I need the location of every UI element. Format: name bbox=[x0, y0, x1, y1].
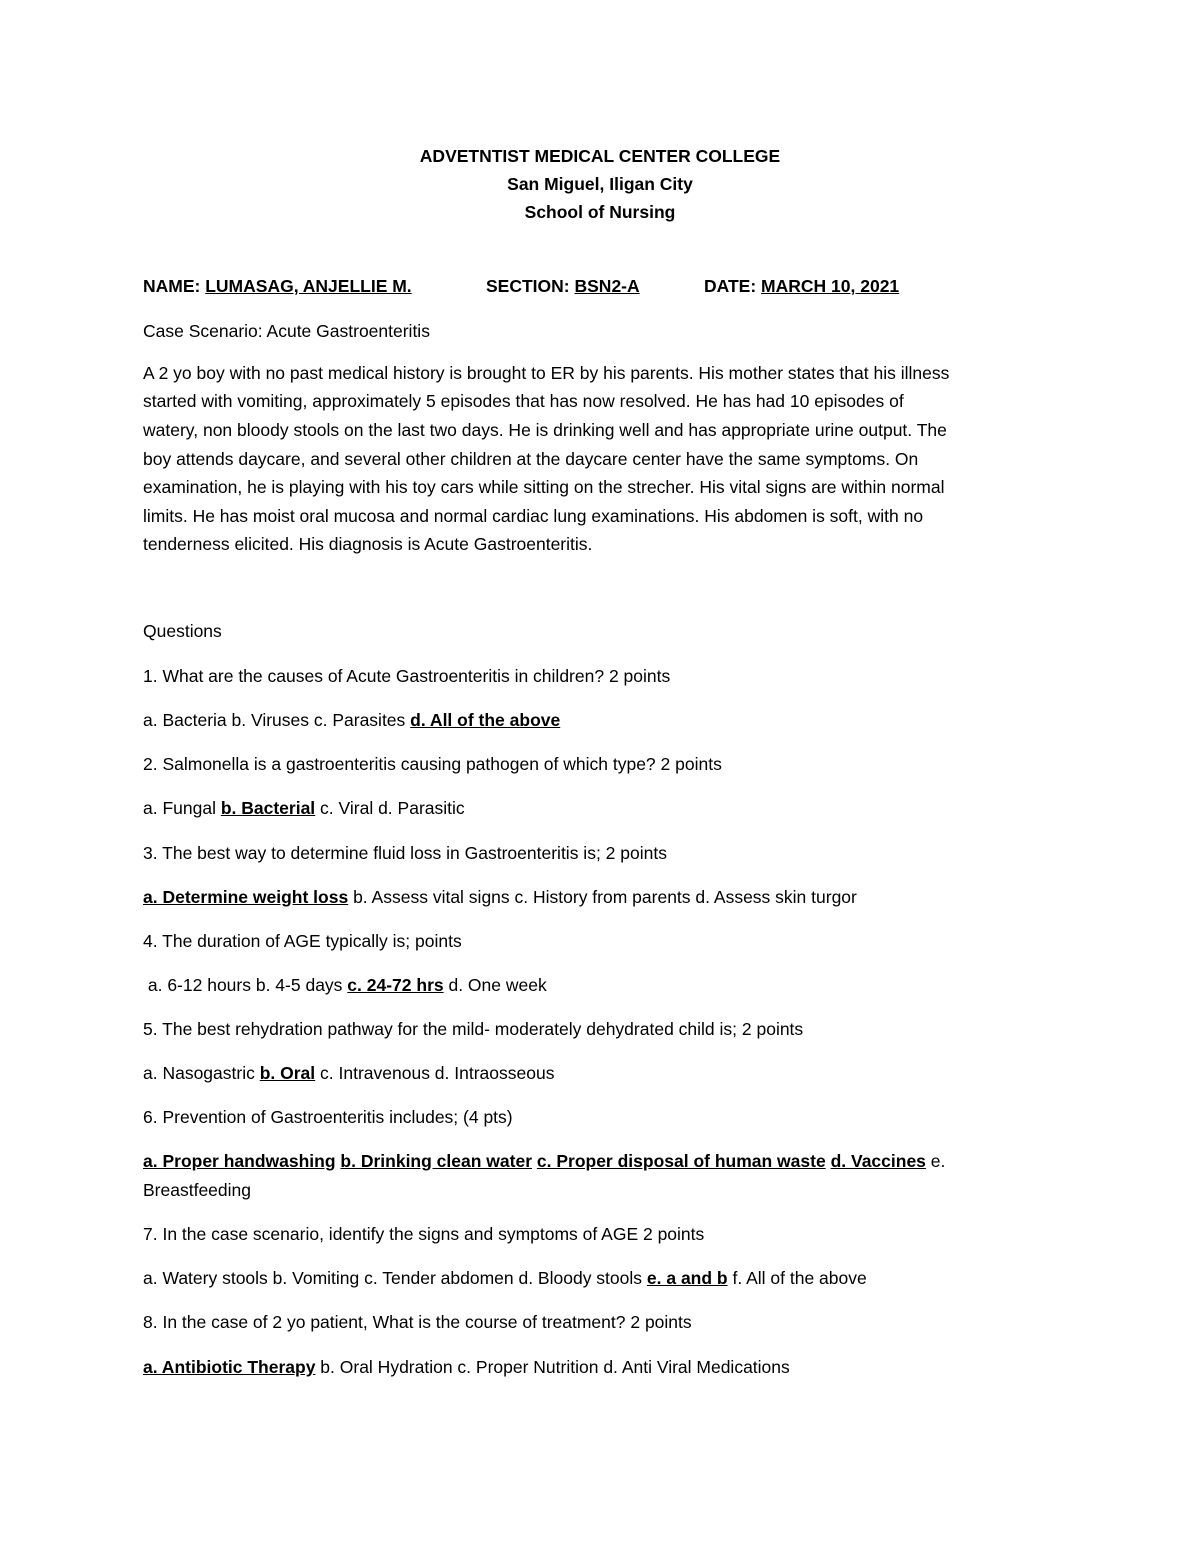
college-location: San Miguel, Iligan City bbox=[507, 174, 693, 194]
question-1-answer: d. All of the above bbox=[410, 710, 561, 730]
question-6-options-cont: Breastfeeding bbox=[143, 1180, 251, 1200]
question-2-choices-post: c. Viral d. Parasitic bbox=[315, 798, 465, 818]
question-1-options bbox=[143, 709, 560, 731]
question-6-answer-b: b. Drinking clean water bbox=[340, 1151, 532, 1171]
date-value: MARCH 10, 2021 bbox=[761, 276, 900, 296]
question-4: 4. The duration of AGE typically is; points bbox=[143, 931, 462, 951]
question-6-options bbox=[143, 1150, 945, 1172]
case-title: Case Scenario: Acute Gastroenteritis bbox=[143, 321, 430, 341]
date-label: DATE: bbox=[704, 276, 757, 296]
question-6: 6. Prevention of Gastroenteritis includes; (4 pts) bbox=[143, 1107, 513, 1127]
question-3-choices-post: b. Assess vital signs c. History from parents d. Assess skin turgor bbox=[348, 887, 857, 907]
date-field bbox=[704, 275, 899, 297]
school-name: School of Nursing bbox=[524, 202, 676, 222]
question-6-answer-d: d. Vaccines bbox=[830, 1151, 926, 1171]
question-2-choices-pre: a. Fungal bbox=[143, 798, 221, 818]
question-2-options bbox=[143, 797, 465, 819]
question-8: 8. In the case of 2 yo patient, What is the course of treatment? 2 points bbox=[143, 1312, 692, 1332]
question-6-choice-e: e. bbox=[925, 1151, 946, 1171]
case-line-1: A 2 yo boy with no past medical history is brought to ER by his parents. His mother states that his illness bbox=[143, 363, 950, 383]
question-1-choices: a. Bacteria b. Viruses c. Parasites bbox=[143, 710, 411, 730]
question-6-answer-a: a. Proper handwashing bbox=[143, 1151, 336, 1171]
name-label: NAME: bbox=[143, 276, 201, 296]
question-5-options bbox=[143, 1062, 554, 1084]
question-5-answer: b. Oral bbox=[259, 1063, 316, 1083]
question-1: 1. What are the causes of Acute Gastroenteritis in children? 2 points bbox=[143, 666, 671, 686]
name-value: LUMASAG, ANJELLIE M. bbox=[205, 276, 412, 296]
question-8-options bbox=[143, 1356, 790, 1378]
case-line-2: started with vomiting, approximately 5 episodes that has now resolved. He has had 10 episodes of bbox=[143, 391, 904, 411]
college-name: ADVETNTIST MEDICAL CENTER COLLEGE bbox=[419, 146, 781, 166]
question-5: 5. The best rehydration pathway for the mild- moderately dehydrated child is; 2 points bbox=[143, 1019, 804, 1039]
question-8-answer: a. Antibiotic Therapy bbox=[143, 1357, 316, 1377]
question-2: 2. Salmonella is a gastroenteritis causing pathogen of which type? 2 points bbox=[143, 754, 722, 774]
section-value: BSN2-A bbox=[574, 276, 640, 296]
section-field bbox=[486, 275, 640, 297]
question-7-choices-pre: a. Watery stools b. Vomiting c. Tender abdomen d. Bloody stools bbox=[143, 1268, 647, 1288]
question-4-options bbox=[143, 974, 547, 996]
questions-heading: Questions bbox=[143, 621, 222, 641]
question-4-choices-post: d. One week bbox=[443, 975, 547, 995]
question-4-choices-pre: a. 6-12 hours b. 4-5 days bbox=[143, 975, 348, 995]
case-line-5: examination, he is playing with his toy cars while sitting on the strecher. His vital signs are within normal bbox=[143, 477, 945, 497]
question-2-answer: b. Bacterial bbox=[220, 798, 316, 818]
question-5-choices-post: c. Intravenous d. Intraosseous bbox=[315, 1063, 555, 1083]
case-line-7: tenderness elicited. His diagnosis is Acute Gastroenteritis. bbox=[143, 534, 593, 554]
question-7-choices-post: f. All of the above bbox=[727, 1268, 867, 1288]
section-label: SECTION: bbox=[486, 276, 570, 296]
question-6-answer-c: c. Proper disposal of human waste bbox=[536, 1151, 826, 1171]
question-5-choices-pre: a. Nasogastric bbox=[143, 1063, 260, 1083]
question-4-answer: c. 24-72 hrs bbox=[347, 975, 444, 995]
case-line-4: boy attends daycare, and several other children at the daycare center have the same symptoms. On bbox=[143, 449, 919, 469]
case-line-3: watery, non bloody stools on the last two days. He is drinking well and has appropriate urine output. The bbox=[143, 420, 947, 440]
question-7-answer: e. a and b bbox=[646, 1268, 728, 1288]
question-3-options bbox=[143, 886, 857, 908]
question-8-choices-post: b. Oral Hydration c. Proper Nutrition d. Anti Viral Medications bbox=[315, 1357, 790, 1377]
student-info-row bbox=[143, 275, 412, 297]
question-3-answer: a. Determine weight loss bbox=[143, 887, 349, 907]
question-3: 3. The best way to determine fluid loss in Gastroenteritis is; 2 points bbox=[143, 843, 667, 863]
case-line-6: limits. He has moist oral mucosa and normal cardiac lung examinations. His abdomen is soft, with no bbox=[143, 506, 924, 526]
question-7: 7. In the case scenario, identify the signs and symptoms of AGE 2 points bbox=[143, 1224, 705, 1244]
question-7-options bbox=[143, 1267, 867, 1289]
